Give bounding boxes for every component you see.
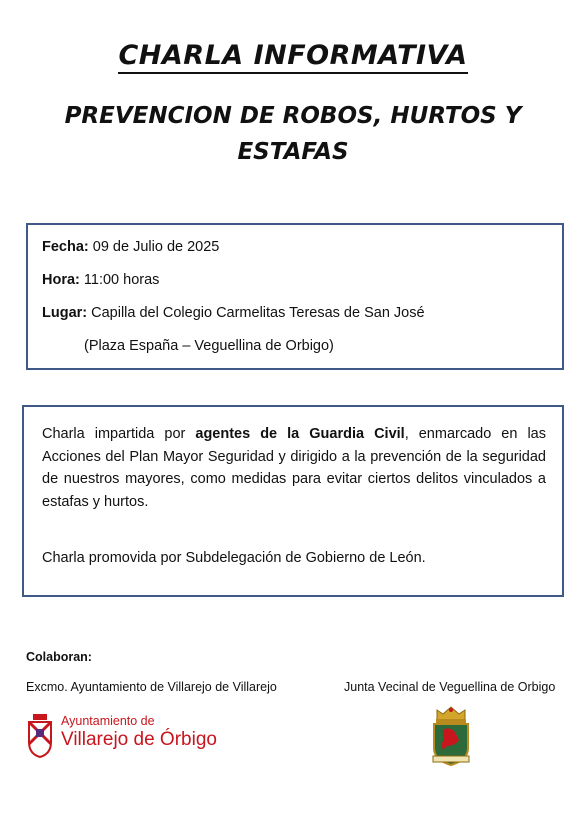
date-label: Fecha: <box>42 239 89 255</box>
location-label: Lugar: <box>42 305 88 321</box>
collaborators-label: Colaboran: <box>26 650 92 664</box>
collaborator-right-name: Junta Vecinal de Veguellina de Orbigo <box>344 680 556 694</box>
time-row <box>42 270 562 303</box>
date-row <box>42 237 562 270</box>
ayuntamiento-logo <box>27 712 217 760</box>
subtitle-line-1: PREVENCION DE ROBOS, HURTOS Y <box>64 103 522 129</box>
description-text-bold: agentes de la Guardia Civil <box>195 426 405 442</box>
description-box <box>22 405 564 597</box>
location-value: Capilla del Colegio Carmelitas Teresas de San José <box>87 305 425 321</box>
location-detail: (Plaza España – Veguellina de Orbigo) <box>84 338 334 354</box>
page-subtitle <box>40 98 546 170</box>
time-label: Hora: <box>42 272 80 288</box>
date-value: 09 de Julio de 2025 <box>88 239 220 255</box>
location-row <box>42 303 562 336</box>
junta-vecinal-crest-icon <box>427 706 475 770</box>
description-text-before: Charla impartida por <box>42 426 196 442</box>
ayuntamiento-logo-line-1: Ayuntamiento de <box>61 714 155 728</box>
page-title <box>0 40 586 71</box>
event-details-box <box>26 223 564 370</box>
description-text-after: , enmarcado en las Acciones del Plan Mayor Seguridad y dirigido a la prevención de la seguridad de nuestros mayores, como medidas para evitar ciertos delitos vinculados a estafas y hurtos. <box>42 426 546 510</box>
description-text <box>42 423 546 513</box>
time-value: 11:00 horas <box>79 272 160 288</box>
junta-vecinal-crest <box>427 706 475 770</box>
collaborator-left-name: Excmo. Ayuntamiento de Villarejo de Villarejo <box>26 680 277 694</box>
ayuntamiento-crest-icon <box>27 714 53 758</box>
subtitle-line-2: ESTAFAS <box>237 139 349 165</box>
promoted-by-text: Charla promovida por Subdelegación de Gobierno de León. <box>42 550 426 566</box>
ayuntamiento-logo-line-2: Villarejo de Órbigo <box>61 729 217 750</box>
title-text: CHARLA INFORMATIVA <box>118 40 467 74</box>
